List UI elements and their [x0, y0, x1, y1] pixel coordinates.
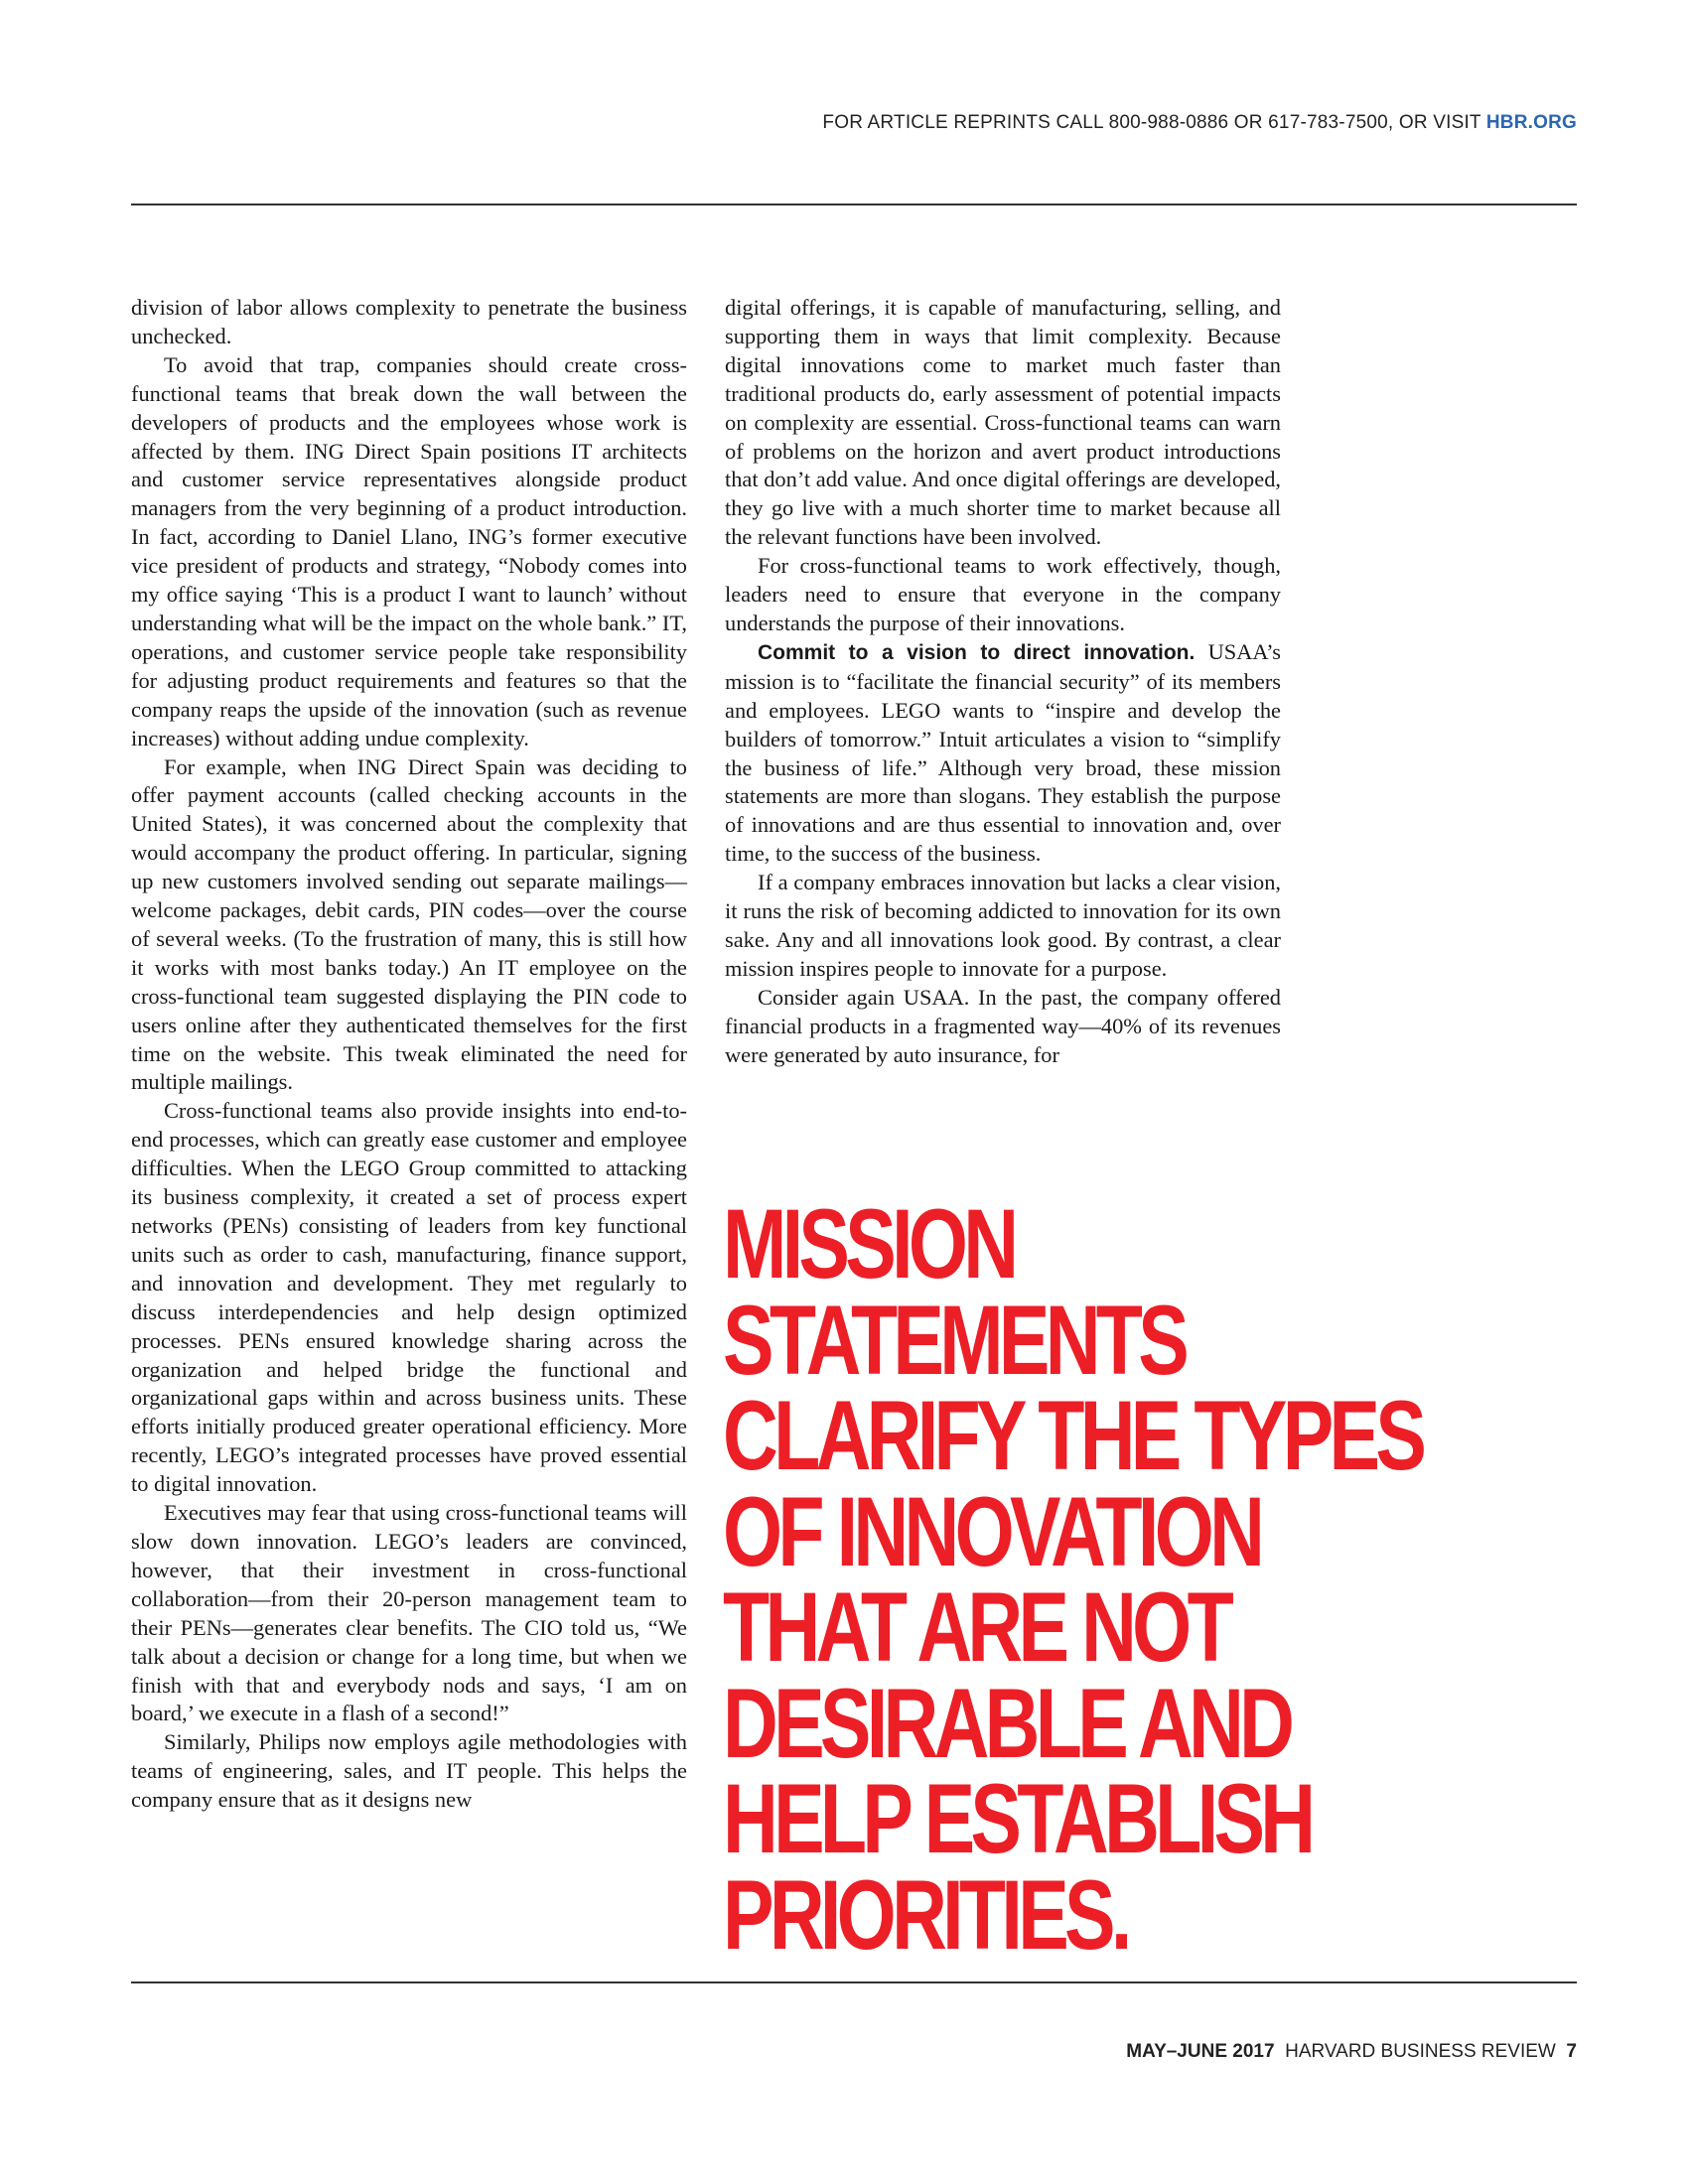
left-column — [131, 294, 687, 1815]
body-paragraph: For example, when ING Direct Spain was deciding to offer payment accounts (called checking accounts in the United States), it was concerned about the complexity that would accompany the product offering. In particular, signing up new customers involved sending out separate mailings—welcome packages, debit cards, PIN codes—over the course of several weeks. (To the frustration of many, this is still how it works with most banks today.) An IT employee on the cross-functional team suggested displaying the PIN code to users online after they authenticated themselves for the first time on the website. This tweak eliminated the need for multiple mailings. — [131, 753, 687, 1095]
issue-date: MAY–JUNE 2017 — [1126, 2041, 1275, 2062]
pull-quote-line: MISSION — [723, 1188, 1015, 1298]
pull-quote-line: DESIRABLE AND — [723, 1667, 1291, 1778]
body-paragraph: digital offerings, it is capable of manufacturing, selling, and supporting them in ways that limit complexity. Because digital innovations come to market much faster than traditional products do, early assessment of potential impacts on complexity are essential. Cross-functional teams can warn of problems on the horizon and avert product introductions that don’t add value. And once digital offerings are developed, they go live with a much shorter time to market because all the relevant functions have been involved. — [725, 295, 1281, 550]
body-paragraph-with-subhead — [725, 638, 1281, 869]
body-paragraph: To avoid that trap, companies should create cross-functional teams that break down the wall between the developers of products and the employees whose work is affected by them. ING Direct Spain positions IT architects and customer service representatives alongside product managers from the very beginning of a product introduction. In fact, according to Daniel Llano, ING’s former executive vice president of products and strategy, “Nobody comes into my office saying ‘This is a product I want to launch’ without understanding what will be the impact on the whole bank.” IT, operations, and customer service people take responsibility for adjusting product requirements and features so that the company reaps the upside of the innovation (such as revenue increases) without adding undue complexity. — [131, 351, 687, 751]
hbr-link[interactable]: HBR.ORG — [1485, 112, 1577, 133]
body-paragraph: Consider again USAA. In the past, the company offered financial products in a fragmented way—40% of its revenues were generated by auto insurance, for — [725, 984, 1281, 1067]
publication-name: HARVARD BUSINESS REVIEW — [1285, 2041, 1556, 2062]
body-paragraph: If a company embraces innovation but lacks a clear vision, it runs the risk of becoming addicted to innovation for its own sake. Any and all innovations look good. By contrast, a clear mission inspires people to innovate for a purpose. — [725, 870, 1281, 981]
pull-quote-line: CLARIFY THE TYPES — [723, 1380, 1423, 1490]
reprints-text: FOR ARTICLE REPRINTS CALL 800-988-0886 OR 617-783-7500, OR VISIT — [822, 112, 1486, 133]
pull-quote-line: THAT ARE NOT — [723, 1571, 1230, 1682]
subhead-body-text: USAA’s mission is to “facilitate the financial security” of its members and employees. LEGO wants to “inspire and develop the builders of tomorrow.” Intuit articulates a vision to “simplify the business of life.” Although very broad, these mission statements are more than slogans. They establish the purpose of innovations and are thus essential to innovation and, over time, to the success of the business. — [725, 638, 1281, 867]
pull-quote-line: HELP ESTABLISH — [723, 1763, 1312, 1873]
page-footer — [1126, 2041, 1577, 2063]
body-paragraph: For cross-functional teams to work effectively, though, leaders need to ensure that everyone in the company understands the purpose of their innovations. — [725, 553, 1281, 635]
page-number: 7 — [1566, 2041, 1577, 2062]
body-paragraph: division of labor allows complexity to penetrate the business unchecked. — [131, 295, 687, 348]
pull-quote — [723, 1188, 1423, 1970]
pull-quote-line: OF INNOVATION — [723, 1475, 1261, 1586]
body-paragraph: Similarly, Philips now employs agile methodologies with teams of engineering, sales, and IT people. This helps the company ensure that as it designs new — [131, 1729, 687, 1813]
footer-divider — [131, 1981, 1577, 1983]
body-paragraph: Executives may fear that using cross-functional teams will slow down innovation. LEGO’s leaders are convinced, however, that their investment in cross-functional collaboration—from their 20-person management team to their PENs—generates clear benefits. The CIO told us, “We talk about a decision or change for a long time, but when we finish with that and everybody nods and says, ‘I am on board,’ we execute in a flash of a second!” — [131, 1500, 687, 1726]
section-subhead: Commit to a vision to direct innovation. — [758, 640, 1196, 664]
body-paragraph: Cross-functional teams also provide insights into end-to-end processes, which can greatly ease customer and employee difficulties. When the LEGO Group committed to attacking its business complexity, it created a set of process expert networks (PENs) consisting of leaders from key functional units such as order to cash, manufacturing, finance support, and innovation and development. They met regularly to discuss interdependencies and help design optimized processes. PENs ensured knowledge sharing across the organization and helped bridge the functional and organizational gaps within and across business units. These efforts initially produced greater operational efficiency. More recently, LEGO’s integrated processes have proved essential to digital innovation. — [131, 1098, 687, 1497]
pull-quote-line: PRIORITIES. — [723, 1858, 1128, 1970]
right-column — [725, 294, 1281, 1069]
header-divider — [131, 204, 1577, 205]
pull-quote-line: STATEMENTS — [723, 1284, 1186, 1395]
reprints-header — [822, 112, 1577, 134]
